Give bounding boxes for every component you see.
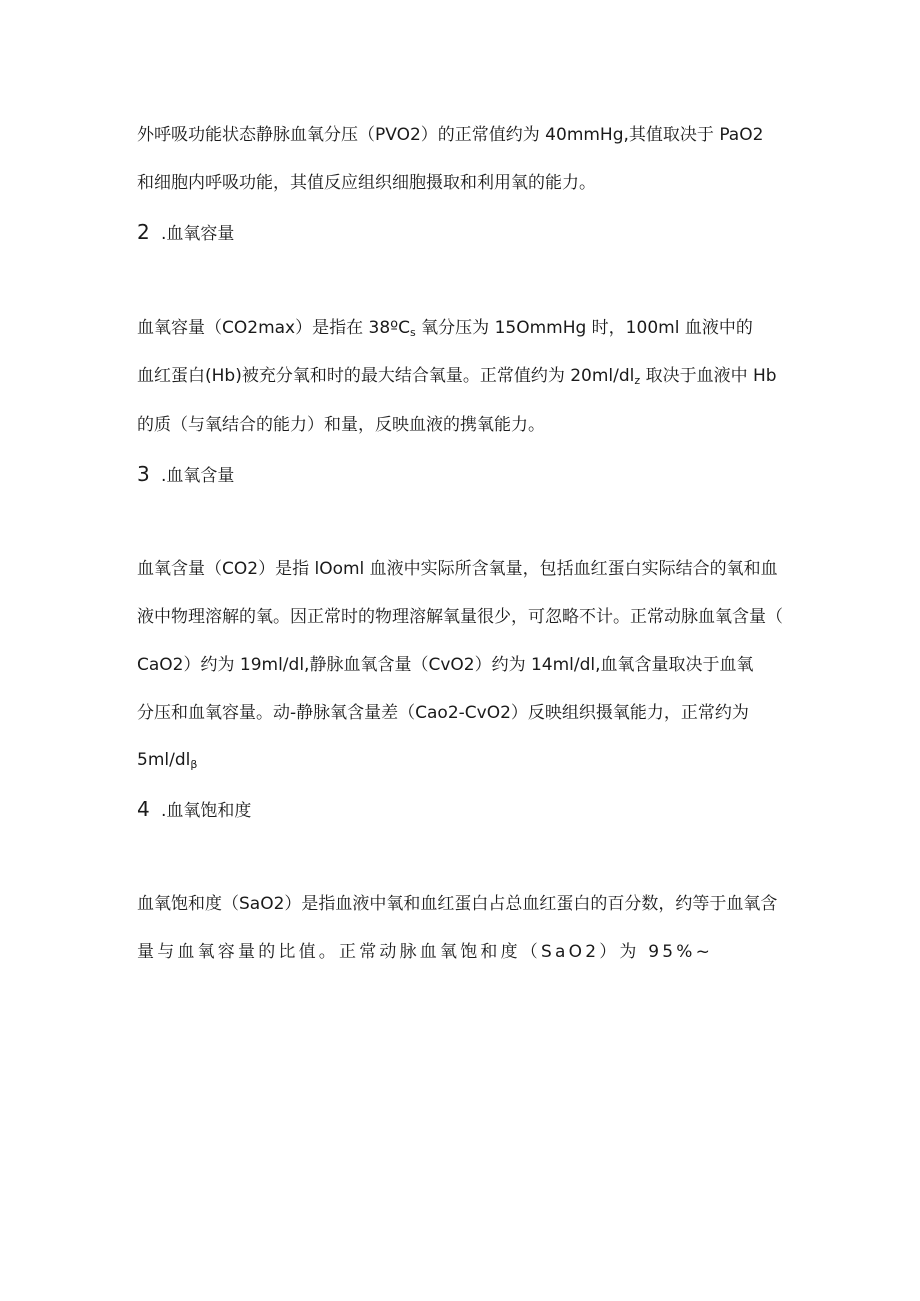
heading-text: .血氧饱和度 bbox=[161, 801, 252, 821]
paragraph-line bbox=[137, 364, 787, 393]
paragraph-line: 外呼吸功能状态静脉血氧分压（PVO2）的正常值约为 40mmHg,其值取决于 PaO2 bbox=[137, 125, 764, 145]
section-heading-3 bbox=[137, 462, 234, 488]
text-run: 取决于血液中 Hb bbox=[645, 366, 777, 386]
heading-number: 4 bbox=[137, 797, 150, 821]
text-run: 血红蛋白(Hb)被充分氧和时的最大结合氧量。正常值约为 20ml/dl bbox=[137, 366, 635, 386]
text-run: 血氧容量（CO2max）是指在 38ºC bbox=[137, 318, 411, 338]
paragraph-line: 血氧饱和度（SaO2）是指血液中氧和血红蛋白占总血红蛋白的百分数，约等于血氧含 bbox=[137, 894, 778, 914]
heading-text: .血氧容量 bbox=[161, 224, 235, 244]
subscript-run: s bbox=[410, 326, 416, 339]
paragraph-line: 的质（与氧结合的能力）和量，反映血液的携氧能力。 bbox=[137, 415, 545, 435]
subscript-run: β bbox=[190, 758, 198, 771]
text-run: 5ml∕dl bbox=[137, 750, 191, 770]
heading-number: 2 bbox=[137, 220, 150, 244]
paragraph-line bbox=[137, 748, 787, 777]
section-heading-2 bbox=[137, 220, 234, 246]
paragraph-line: CaO2）约为 19ml/dl,静脉血氧含量（CvO2）约为 14ml/dl,血氧含量取决于血氧 bbox=[137, 655, 754, 675]
text-run: 氧分压为 15OmmHg 时，100ml 血液中的 bbox=[421, 318, 753, 338]
paragraph-line: 血氧含量（CO2）是指 lOoml 血液中实际所含氧量，包括血红蛋白实际结合的氧和血 bbox=[137, 559, 778, 579]
section-heading-4 bbox=[137, 797, 251, 823]
subscript-run: z bbox=[634, 374, 641, 387]
heading-text: .血氧含量 bbox=[161, 466, 235, 486]
paragraph-line: 分压和血氧容量。动-静脉氧含量差（Cao2-CvO2）反映组织摄氧能力，正常约为 bbox=[137, 703, 749, 723]
paragraph-line: 液中物理溶解的氧。因正常时的物理溶解氧量很少，可忽略不计。正常动脉血氧含量（ bbox=[137, 607, 783, 627]
paragraph-line: 量与血氧容量的比值。正常动脉血氧饱和度（SaO2）为 95%~ bbox=[137, 942, 714, 962]
paragraph-line bbox=[137, 316, 787, 345]
heading-number: 3 bbox=[137, 462, 150, 486]
paragraph-line: 和细胞内呼吸功能，其值反应组织细胞摄取和利用氧的能力。 bbox=[137, 173, 596, 193]
